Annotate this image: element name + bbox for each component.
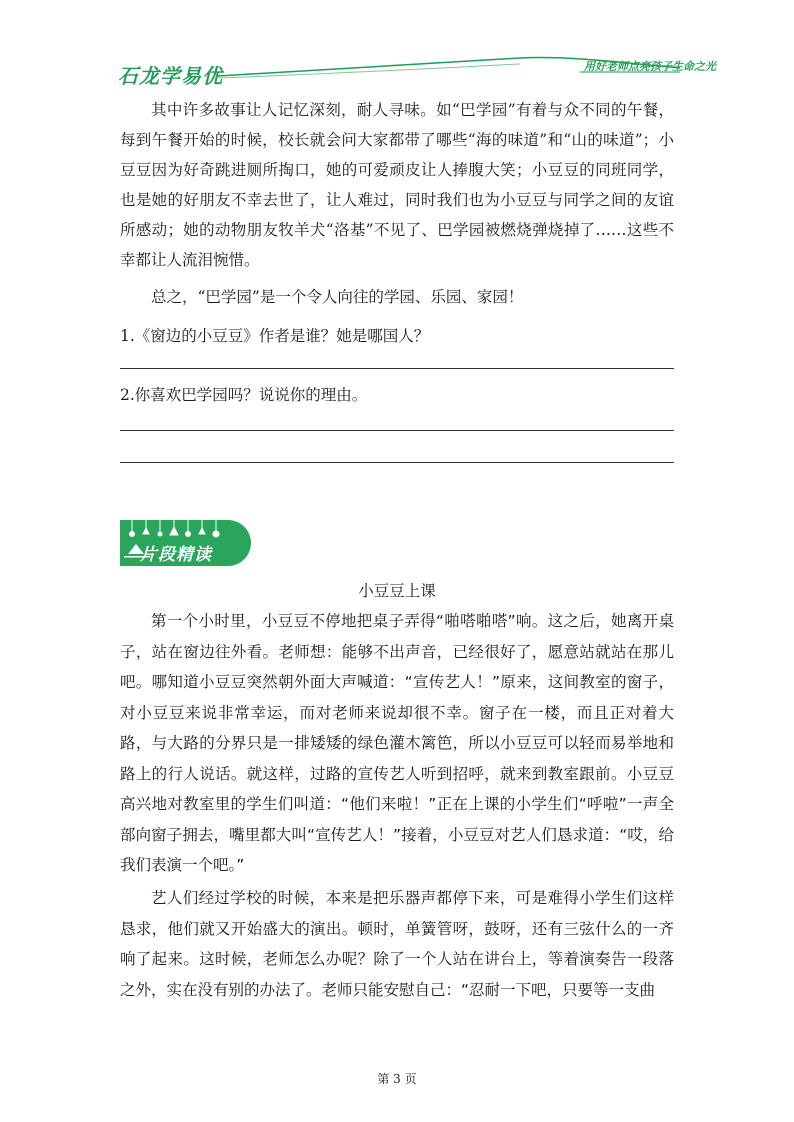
- answer-line-1[interactable]: [120, 368, 674, 369]
- section-badge-label: 片段精读: [140, 545, 212, 565]
- intro-paragraph-1: 其中许多故事让人记忆深刻，耐人寻味。如“巴学园”有着与众不同的午餐，每到午餐开始的时候，校长就会问大家都带了哪些“海的味道”和“山的味道”；小豆豆因为好奇跳进厕所掏口，她的可爱顽皮让人捧腹大笑；小豆豆的同班同学，也是她的好朋友不幸去世了，让人难过，同时我们也为小豆豆与同学之间的友谊所感动；她的动物朋友牧羊犬“洛基”不见了、巴学园被燃烧弹烧掉了……这些不幸都让人流泪惋惜。: [120, 101, 674, 269]
- header-slogan: 用好老师点亮孩子生命之光: [584, 60, 716, 73]
- header-swoosh-line-2: [218, 64, 520, 78]
- page-number: 第 3 页: [377, 1072, 417, 1086]
- reading-paragraph-2: 艺人们经过学校的时候，本来是把乐器声都停下来，可是难得小学生们这样恳求，他们就又开始盛大的演出。顿时，单簧管呀，鼓呀，还有三弦什么的一齐响了起来。这时候，老师怎么办呢？除了一个人站在讲台上，等着演奏告一段落之外，实在没有别的办法了。老师只能安慰自己：“忍耐一下吧，只要等一支曲: [120, 889, 674, 999]
- brand-logo-text: 石龙学易优: [118, 64, 223, 88]
- reading-title: 小豆豆上课: [358, 582, 436, 600]
- answer-line-3[interactable]: [120, 462, 674, 463]
- question-2: 2.你喜欢巴学园吗？说说你的理由。: [120, 386, 368, 404]
- question-1: 1.《窗边的小豆豆》作者是谁？她是哪国人？: [120, 327, 430, 345]
- reading-paragraph-1: 第一个小时里，小豆豆不停地把桌子弄得“啪嗒啪嗒”响。这之后，她离开桌子，站在窗边往外看。老师想：能够不出声音，已经很好了，愿意站就站在那儿吧。哪知道小豆豆突然朝外面大声喊道：“宣传艺人！”原来，这间教室的窗子，对小豆豆来说非常幸运，而对老师来说却很不幸。窗子在一楼，而且正对着大路，与大路的分界只是一排矮矮的绿色灌木篱笆，所以小豆豆可以轻而易举地和路上的行人说话。就这样，过路的宣传艺人听到招呼，就来到教室跟前。小豆豆高兴地对教室里的学生们叫道：“他们来啦！”正在上课的小学生们“呼啦”一声全部向窗子拥去，嘴里都大叫“宣传艺人！”接着，小豆豆对艺人们恳求道：“哎，给我们表演一个吧。”: [120, 612, 674, 874]
- intro-paragraph-2: 总之，“巴学园”是一个令人向往的学园、乐园、家园！: [151, 288, 524, 306]
- page-header: [0, 0, 794, 100]
- answer-line-2[interactable]: [120, 430, 674, 431]
